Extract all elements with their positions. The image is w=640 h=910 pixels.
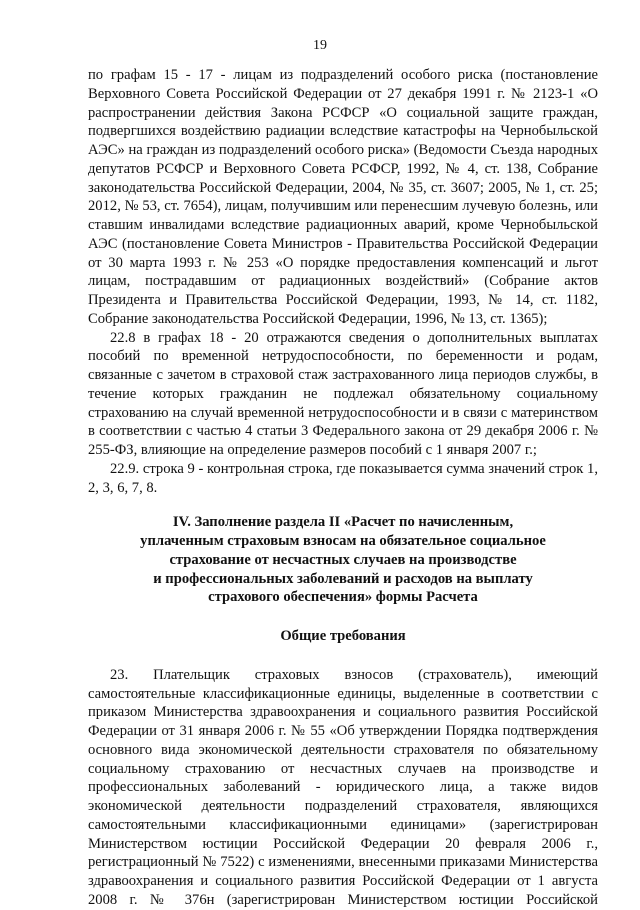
paragraph-23: 23. Плательщик страховых взносов (страхователь), имеющий самостоятельные классификационные единицы, выделенные в соответствии с приказом Министерства здравоохранения и социального развития Российской Федерации от 31 января 2006 г. № 55 «Об утверждении Порядка подтверждения основного вида экономической деятельности страхователя по обязательному социальному страхованию от несчастных случаев на производстве и профессиональных заболеваний - юридического лица, а также видов экономической деятельности подразделений страхователя, являющихся самостоятельными классификационными единицами» (зарегистрирован Министерством юстиции Российской Федерации 20 февраля 2006 г., регистрационный № 7522) с изменениями, внесенными приказами Министерства здравоохранения и социального развития Российской Федерации от 1 августа 2008 г. № 376н (зарегистрирован Министерством юстиции Российской xyxy=(88,666,598,908)
section-heading-line: и профессиональных заболеваний и расходов на выплату xyxy=(153,570,533,587)
section-heading xyxy=(88,513,598,607)
section-heading-line: IV. Заполнение раздела II «Расчет по начисленным, xyxy=(172,514,514,531)
page-number: 19 xyxy=(313,38,327,53)
paragraph-radiation-risk: по графам 15 - 17 - лицам из подразделений особого риска (постановление Верховного Совета Российской Федерации от 27 декабря 1991 г. № 2123-1 «О распространении действия Закона РСФСР «О социальной защите граждан, подвергшихся воздействию радиации вследствие катастрофы на Чернобыльской АЭС» на граждан из подразделений особого риска» (Ведомости Съезда народных депутатов РСФСР и Верховного Совета РСФСР, 1992, № 4, ст. 138, Собрание законодательства Российской Федерации, 2004, № 35, ст. 3607; 2005, № 1, ст. 25; 2012, № 53, ст. 7654), лицам, получившим или перенесшим лучевую болезнь, или ставшим инвалидами вследствие радиационных аварий, кроме Чернобыльской АЭС (постановление Совета Министров - Правительства Российской Федерации от 30 марта 1993 г. № 253 «О порядке предоставления компенсаций и льгот лицам, пострадавшим от радиационных воздействий» (Собрание актов Президента и Правительства Российской Федерации, 1993, № 14, ст. 1182, Собрание законодательства Российской Федерации, 1996, № 13, ст. 1365); xyxy=(88,67,598,327)
paragraph-22-8: 22.8 в графах 18 - 20 отражаются сведения о дополнительных выплатах пособий по временной нетрудоспособности, по беременности и родам, связанные с зачетом в страховой стаж застрахованного лица периодов службы, в течение которых гражданин не подлежал обязательному социальному страхованию на случай временной нетрудоспособности и в связи с материнством в соответствии с частью 4 статьи 3 Федерального закона от 29 декабря 2006 г. № 255-ФЗ, влияющие на определение размеров пособий с 1 января 2007 г.; xyxy=(88,329,598,458)
section-heading-line: уплаченным страховым взносам на обязательное социальное xyxy=(140,533,546,549)
subheading-general-requirements: Общие требования xyxy=(280,628,406,644)
section-heading-line: страхового обеспечения» формы Расчета xyxy=(208,589,478,606)
document-body xyxy=(88,66,598,910)
section-heading-line: страхование от несчастных случаев на производстве xyxy=(169,551,517,568)
paragraph-22-9: 22.9. строка 9 - контрольная строка, где показывается сумма значений строк 1, 2, 3, 6, 7, 8. xyxy=(88,460,598,496)
